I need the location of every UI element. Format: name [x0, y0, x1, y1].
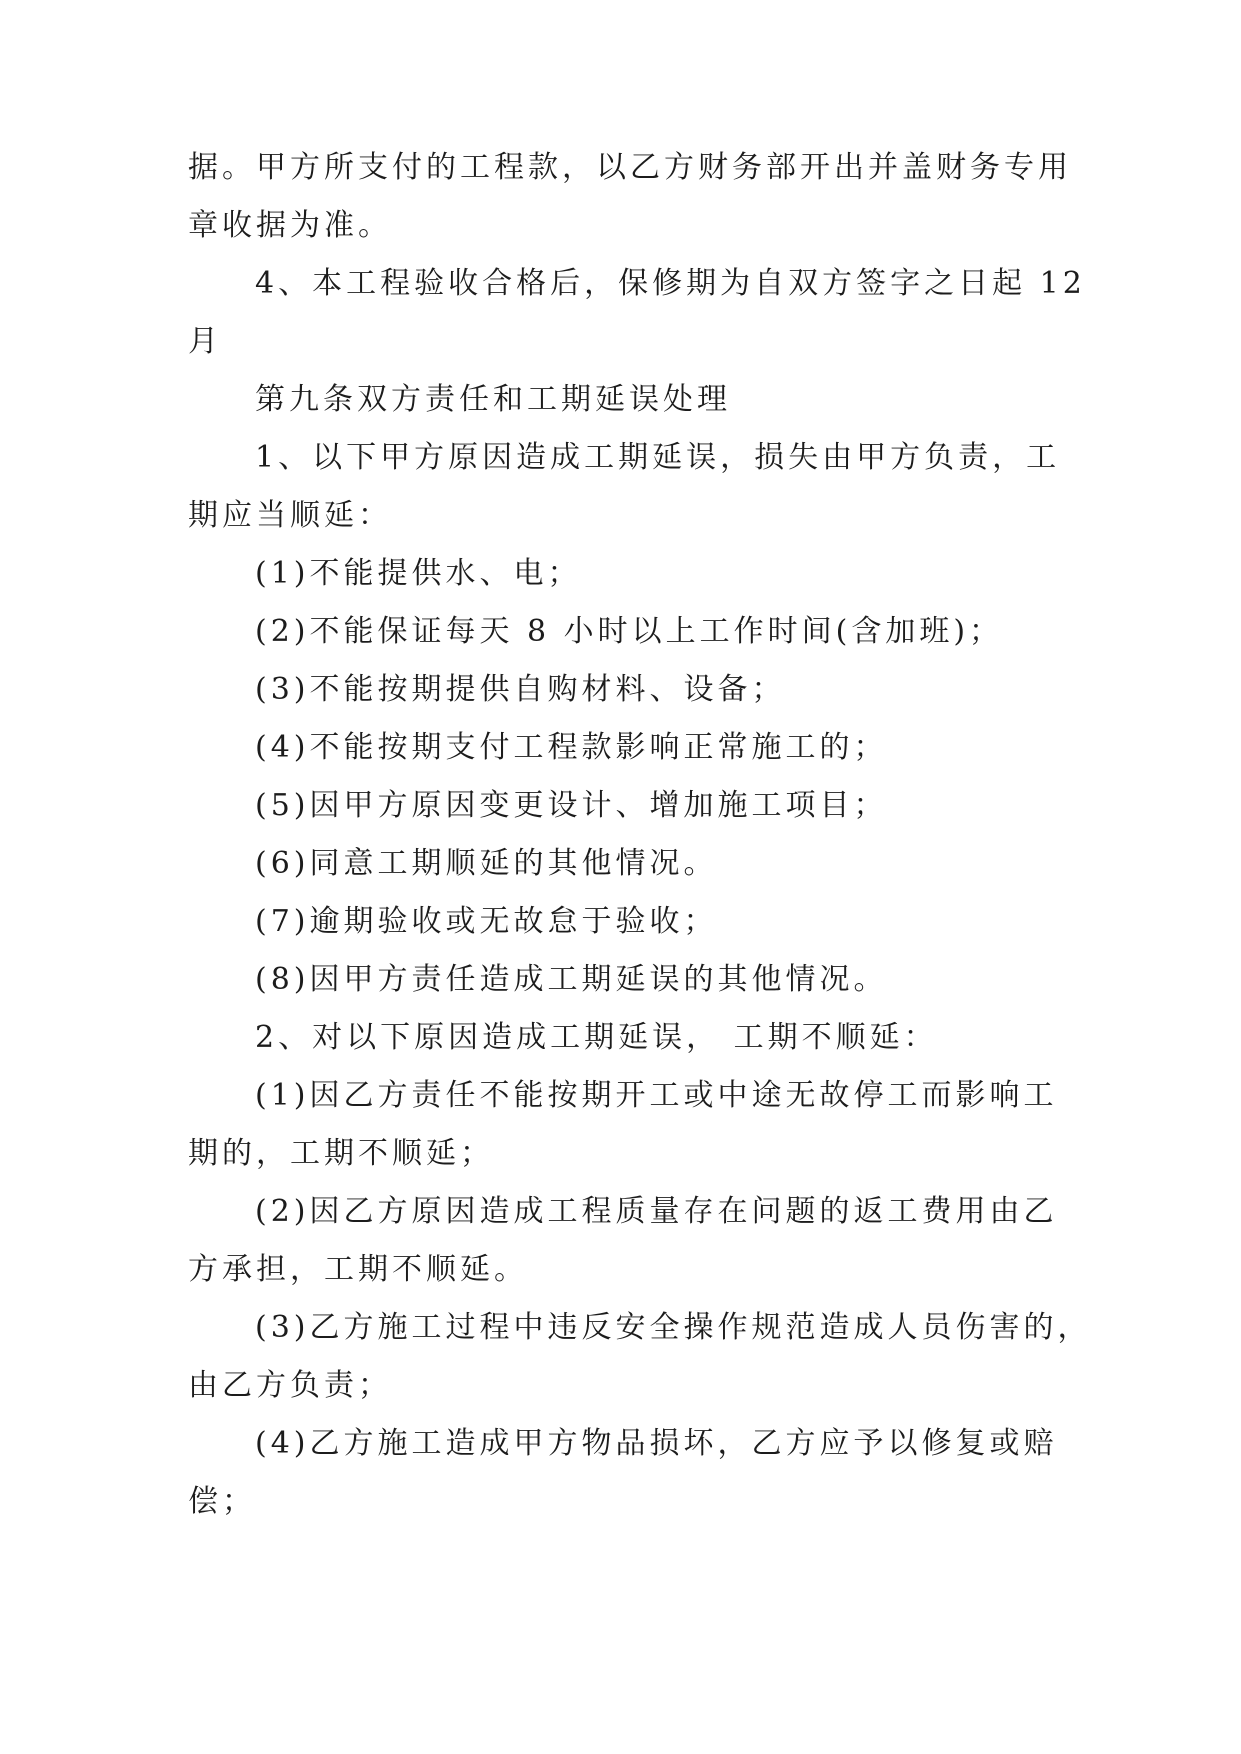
text-line: 由乙方负责； — [188, 1368, 392, 1403]
list-item: (2)因乙方原因造成工程质量存在问题的返工费用由乙 — [255, 1194, 1058, 1229]
list-item: (4)乙方施工造成甲方物品损坏，乙方应予以修复或赔 — [255, 1426, 1058, 1461]
text-line: 月 — [188, 324, 222, 359]
list-item: (6)同意工期顺延的其他情况。 — [255, 846, 718, 881]
list-item: (8)因甲方责任造成工期延误的其他情况。 — [255, 962, 888, 997]
list-item: (1)不能提供水、电； — [255, 556, 582, 591]
list-item: (3)乙方施工过程中违反安全操作规范造成人员伤害的， — [255, 1310, 1092, 1345]
list-item: (1)因乙方责任不能按期开工或中途无故停工而影响工 — [255, 1078, 1058, 1113]
text-line: 章收据为准。 — [188, 208, 392, 243]
list-item: (3)不能按期提供自购材料、设备； — [255, 672, 786, 707]
text-line: 2、对以下原因造成工期延误， 工期不顺延： — [255, 1020, 938, 1055]
list-item: (7)逾期验收或无故怠于验收； — [255, 904, 718, 939]
text-line: 期应当顺延： — [188, 498, 392, 533]
text-line: 期的，工期不顺延； — [188, 1136, 494, 1171]
list-item: (4)不能按期支付工程款影响正常施工的； — [255, 730, 888, 765]
text-line: 1、以下甲方原因造成工期延误，损失由甲方负责，工 — [255, 440, 1061, 475]
list-item: (2)不能保证每天 8 小时以上工作时间(含加班)； — [255, 614, 1004, 649]
text-line: 偿； — [188, 1484, 256, 1519]
list-item: (5)因甲方原因变更设计、增加施工项目； — [255, 788, 888, 823]
text-line: 4、本工程验收合格后，保修期为自双方签字之日起 12 — [255, 266, 1086, 301]
text-line: 方承担，工期不顺延。 — [188, 1252, 528, 1287]
text-line: 据。甲方所支付的工程款，以乙方财务部开出并盖财务专用 — [188, 150, 1072, 185]
section-heading: 第九条双方责任和工期延误处理 — [255, 382, 731, 417]
